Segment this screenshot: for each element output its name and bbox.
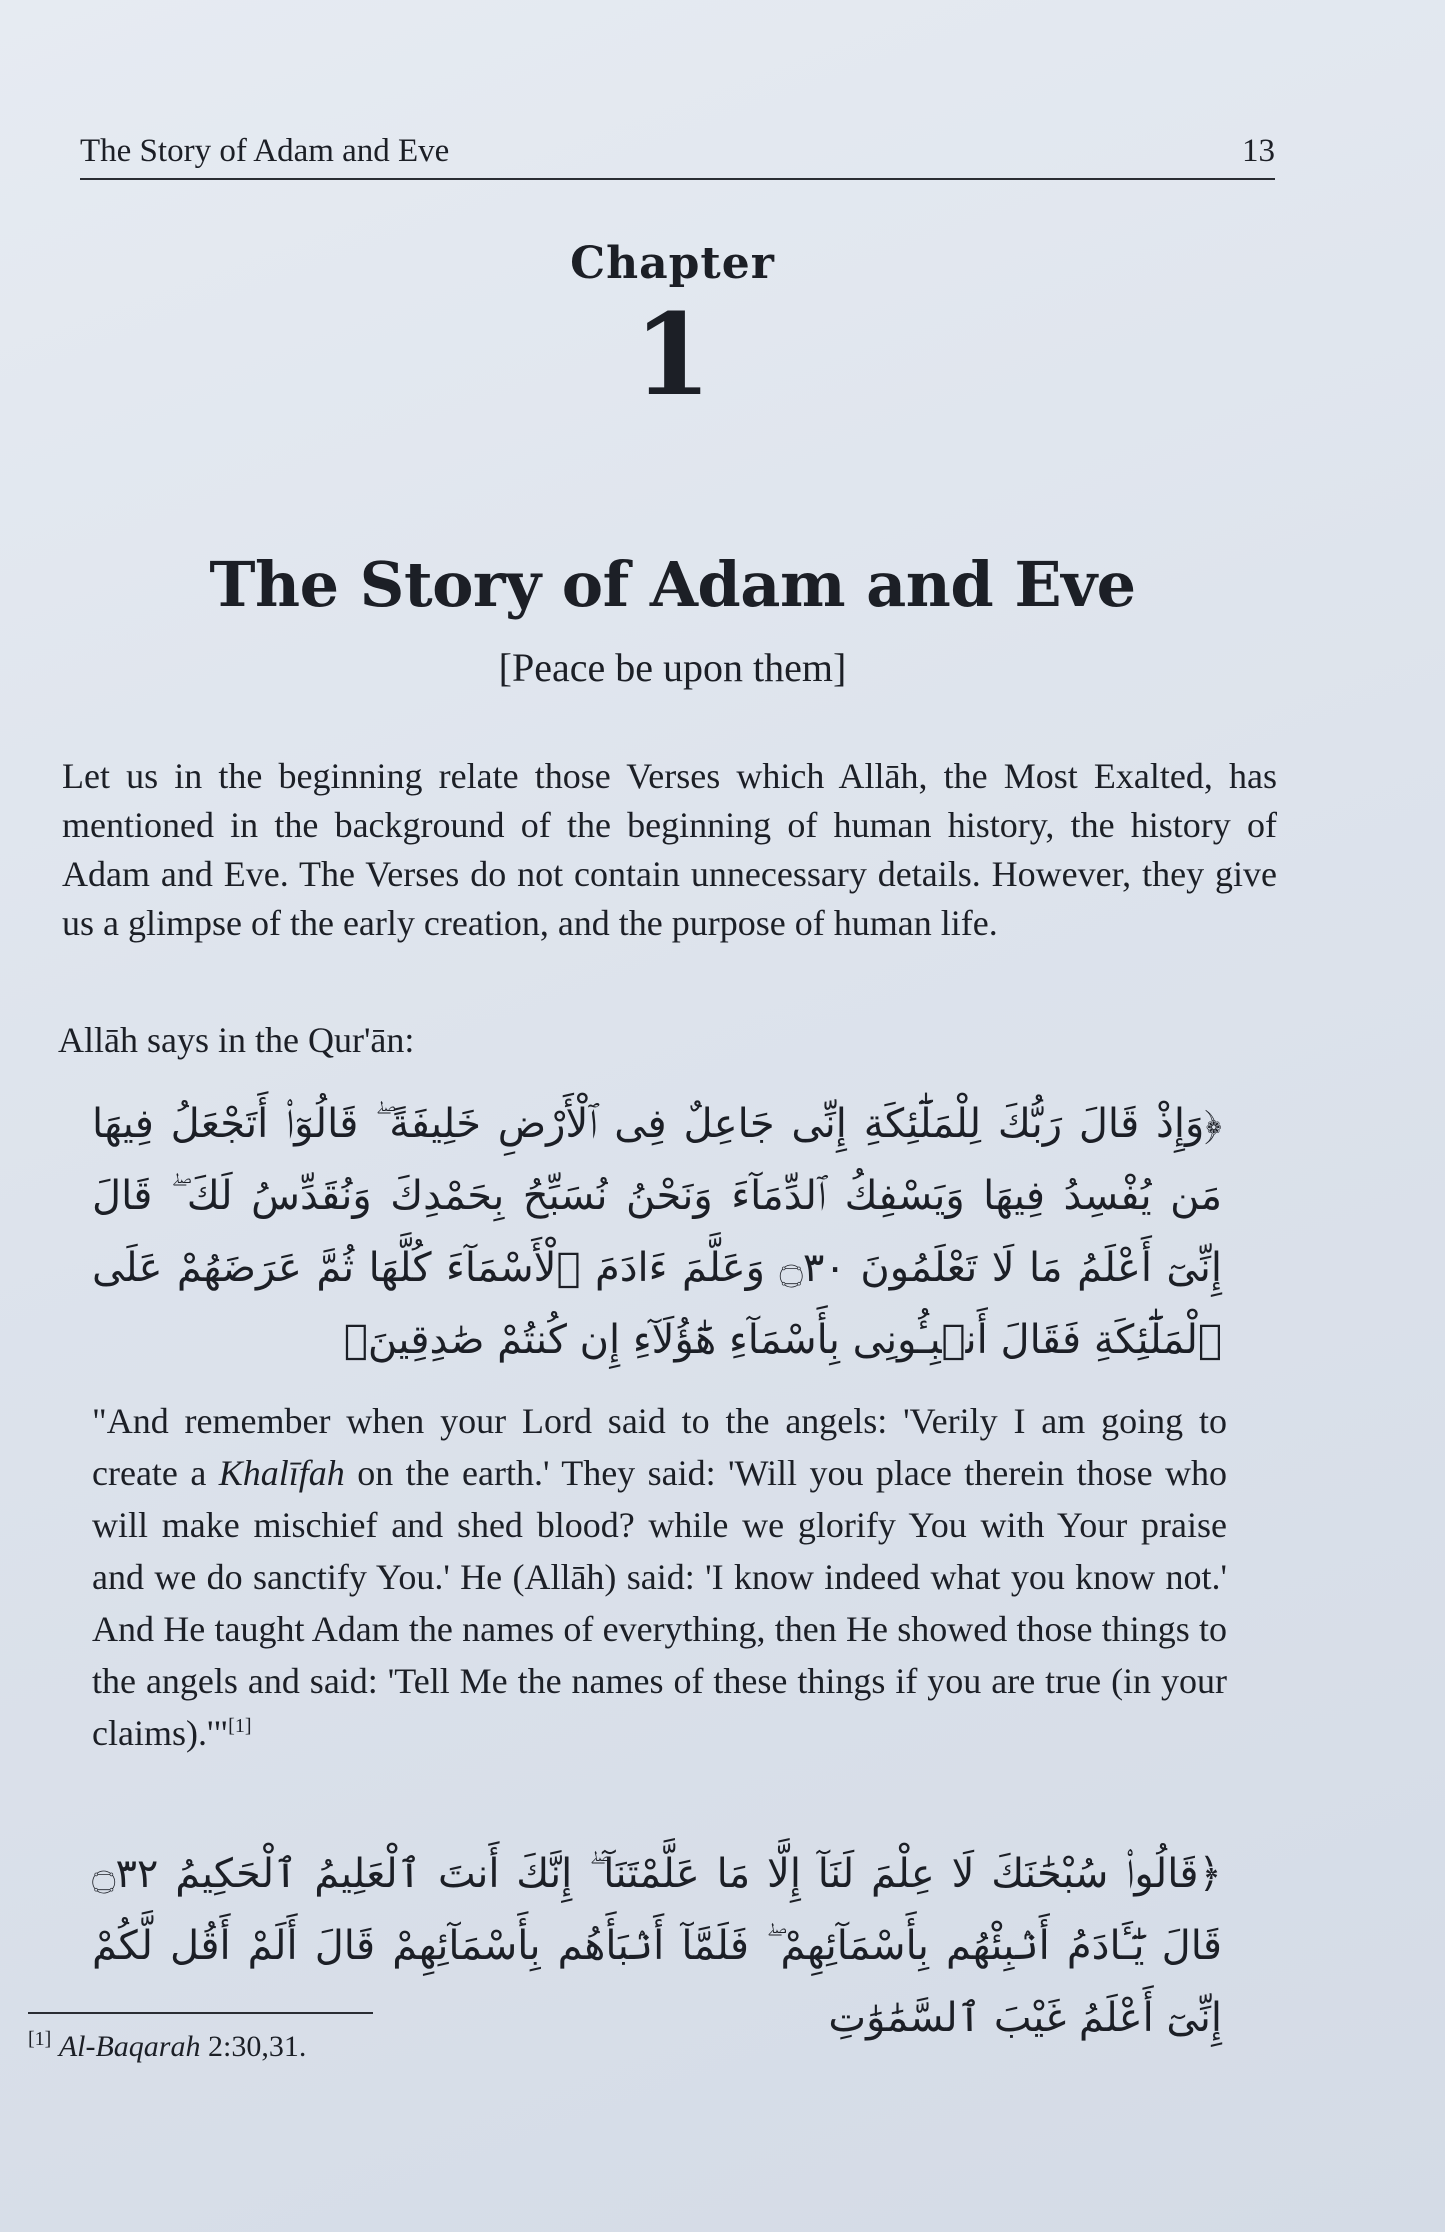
verse-translation (92, 1395, 1227, 1759)
chapter-label: Chapter (570, 238, 775, 289)
footnote-verses: 2:30,31. (207, 2030, 307, 2063)
running-header (80, 122, 1275, 180)
footnote-marker: [1] (228, 1715, 252, 1737)
footnote (28, 2030, 306, 2064)
intro-paragraph: Let us in the beginning relate those Verses which Allāh, the Most Exalted, has mentioned in the background of the beginning of human history, the history of Adam and Eve. The Verses do not contain unnecessary details. However, they give us a glimpse of the early creation, and the purpose of human life. (62, 756, 1277, 943)
arabic-verse-block-2: ﴿قَالُوا۟ سُبْحَٰنَكَ لَا عِلْمَ لَنَآ إِلَّا مَا عَلَّمْتَنَآ ۖ إِنَّكَ أَنتَ ٱلْعَلِيمُ ٱلْحَكِيمُ ۝٣٢ قَالَ يَٰٓـَٔادَمُ أَنۢبِئْهُم بِأَسْمَآئِهِمْ ۖ فَلَمَّآ أَنۢبَأَهُم بِأَسْمَآئِهِمْ قَالَ أَلَمْ أَقُل لَّكُمْ إِنِّىٓ أَعْلَمُ غَيْبَ ٱلسَّمَٰوَٰتِ (92, 1851, 1222, 2041)
footnote-surah: Al-Baqarah (58, 2030, 201, 2063)
quran-intro-line: Allāh says in the Qur'ān: (58, 1020, 415, 1060)
chapter-number: 1 (633, 290, 712, 421)
page-number: 13 (1242, 133, 1275, 169)
translation-text-a: "And remember when your Lord said to the angels: 'Verily I am going to create a (92, 1401, 1227, 1493)
arabic-verse-block-1: ﴿وَإِذْ قَالَ رَبُّكَ لِلْمَلَٰٓئِكَةِ إِنِّى جَاعِلٌ فِى ٱلْأَرْضِ خَلِيفَةً ۖ قَالُوٓا۟ أَتَجْعَلُ فِيهَا مَن يُفْسِدُ فِيهَا وَيَسْفِكُ ٱلدِّمَآءَ وَنَحْنُ نُسَبِّحُ بِحَمْدِكَ وَنُقَدِّسُ لَكَ ۖ قَالَ إِنِّىٓ أَعْلَمُ مَا لَا تَعْلَمُونَ ۝٣٠ وَعَلَّمَ ءَادَمَ ٱلْأَسْمَآءَ كُلَّهَا ثُمَّ عَرَضَهُمْ عَلَى ٱلْمَلَٰٓئِكَةِ فَقَالَ أَنۢبِـُٔونِى بِأَسْمَآءِ هَٰٓؤُلَآءِ إِن كُنتُمْ صَٰدِقِينَ﴾ (92, 1101, 1223, 1363)
chapter-subtitle: [Peace be upon them] (498, 645, 847, 690)
translation-text-b: on the earth.' They said: 'Will you place therein those who will make mischief and shed blood? while we glorify You with Your praise and we do sanctify You.' He (Allāh) said: 'I know indeed what you know not.' And He taught Adam the names of everything, then He showed those things to the angels and said: 'Tell Me the names of these things if you are true (in your claims).'" (92, 1453, 1227, 1753)
running-title: The Story of Adam and Eve (80, 133, 450, 169)
footnote-divider (28, 2012, 373, 2014)
footnote-mark: [1] (28, 2028, 52, 2050)
translation-italic-term: Khalīfah (218, 1453, 345, 1493)
chapter-title: The Story of Adam and Eve (209, 548, 1136, 621)
